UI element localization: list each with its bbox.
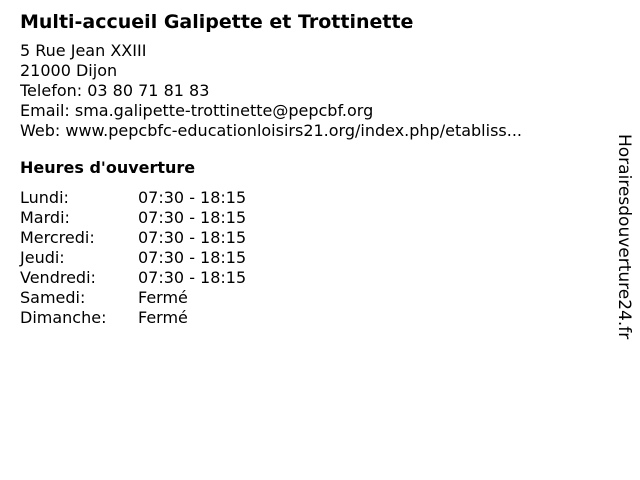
place-card bbox=[20, 9, 605, 328]
web-line: Web: www.pepcbfc-educationloisirs21.org/index.php/etabliss... bbox=[20, 121, 522, 140]
hours-row-jeudi bbox=[20, 248, 605, 268]
hours-time: 07:30 - 18:15 bbox=[138, 268, 247, 287]
hours-day: Mardi: bbox=[20, 208, 70, 227]
hours-time: Fermé bbox=[138, 288, 188, 307]
email-line: Email: sma.galipette-trottinette@pepcbf.org bbox=[20, 101, 374, 120]
hours-day: Mercredi: bbox=[20, 228, 95, 247]
hours-time: 07:30 - 18:15 bbox=[138, 208, 247, 227]
hours-time: 07:30 - 18:15 bbox=[138, 188, 247, 207]
hours-time: Fermé bbox=[138, 308, 188, 327]
address-street: 5 Rue Jean XXIII bbox=[20, 41, 147, 60]
hours-row-lundi bbox=[20, 188, 605, 208]
hours-row-samedi bbox=[20, 288, 605, 308]
site-brand-vertical: Horairesdouverture24.fr bbox=[614, 134, 634, 340]
hours-row-mardi bbox=[20, 208, 605, 228]
hours-time: 07:30 - 18:15 bbox=[138, 248, 247, 267]
hours-time: 07:30 - 18:15 bbox=[138, 228, 247, 247]
hours-table bbox=[20, 188, 605, 328]
hours-day: Dimanche: bbox=[20, 308, 107, 327]
phone-line: Telefon: 03 80 71 81 83 bbox=[20, 81, 210, 100]
hours-day: Jeudi: bbox=[20, 248, 65, 267]
hours-row-mercredi bbox=[20, 228, 605, 248]
place-title: Multi-accueil Galipette et Trottinette bbox=[20, 11, 414, 33]
hours-row-vendredi bbox=[20, 268, 605, 288]
hours-day: Samedi: bbox=[20, 288, 86, 307]
hours-heading: Heures d'ouverture bbox=[20, 158, 196, 177]
hours-day: Vendredi: bbox=[20, 268, 96, 287]
hours-row-dimanche bbox=[20, 308, 605, 328]
address-city: 21000 Dijon bbox=[20, 61, 118, 80]
hours-day: Lundi: bbox=[20, 188, 69, 207]
